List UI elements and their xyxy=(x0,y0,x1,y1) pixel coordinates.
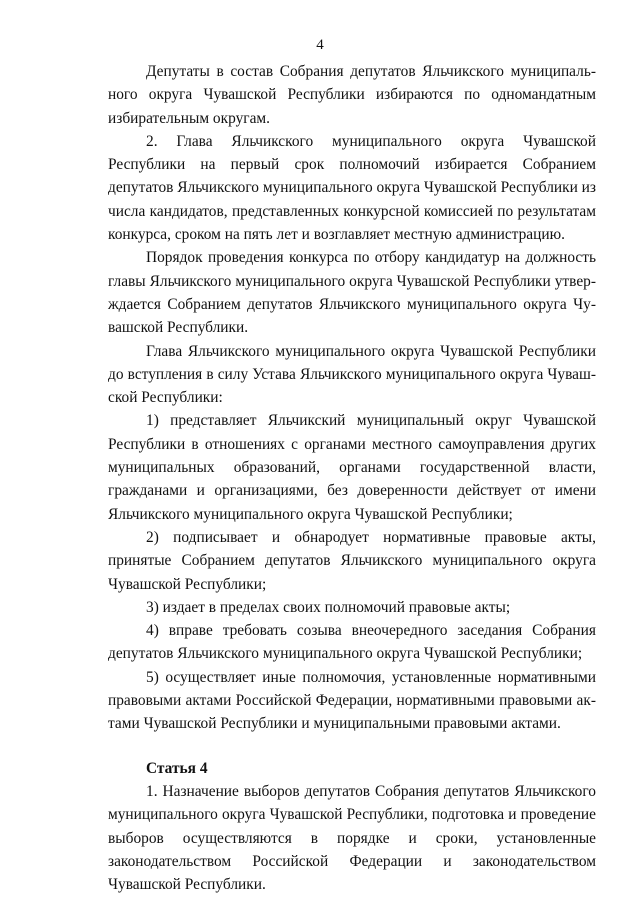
paragraph-head-first-term: 2. Глава Яльчикского муниципального округа Чувашской Республики на первый срок полномочий избирается Собранием депутатов Яльчикского муниципального округа Чувашской Республики из числа кандидатов, представленных конкурсной комиссией по результатам конкурса, сроком на пять лет и возглавляет местную администрацию. xyxy=(108,132,596,244)
list-item-other-powers: 5) осуществляет иные полномочия, установленные нормативными правовыми актами Российской Федерации, нормативными правовыми актами Чувашской Республики и муниципальными правовыми актами. xyxy=(108,668,596,733)
paragraph-head-powers-intro: Глава Яльчикского муниципального округа Чувашской Республики до вступления в силу Устава Яльчикского муниципального округа Чувашской Республики: xyxy=(108,342,596,407)
page-number: 4 xyxy=(316,37,324,53)
list-item-issues-acts: 3) издает в пределах своих полномочий правовые акты; xyxy=(146,598,511,616)
paragraph-contest-procedure: Порядок проведения конкурса по отбору кандидатур на должность главы Яльчикского муниципального округа Чувашской Республики утверждается Собранием депутатов Яльчикского муниципального округа Чувашской Республики. xyxy=(108,249,596,337)
list-item-signs-acts: 2) подписывает и обнародует нормативные правовые акты, принятые Собранием депутатов Яльчикского муниципального округа Чувашской Республики; xyxy=(108,528,596,593)
paragraph-election-scheduling: 1. Назначение выборов депутатов Собрания депутатов Яльчикского муниципального округа Чувашской Республики, подготовка и проведение выборов осуществляются в порядке и сроки, установленные законодательством Российской Федерации и законодательством Чувашской Республики. xyxy=(108,782,596,894)
paragraph-deputies-election: Депутаты в состав Собрания депутатов Яльчикского муниципального округа Чувашской Республики избираются по одномандатным избирательным округам. xyxy=(108,63,596,127)
list-item-represents: 1) представляет Яльчикский муниципальный округ Чувашской Республики в отношениях с органами местного самоуправления других муниципальных образований, органами государственной власти, гражданами и организациями, без доверенности действует от имени Яльчикского муниципального округа Чувашской Республики; xyxy=(108,412,596,523)
list-item-convene-session: 4) вправе требовать созыва внеочередного заседания Собрания депутатов Яльчикского муниципального округа Чувашской Республики; xyxy=(108,622,596,663)
document-body xyxy=(108,60,596,896)
article-heading: Статья 4 xyxy=(146,759,208,777)
